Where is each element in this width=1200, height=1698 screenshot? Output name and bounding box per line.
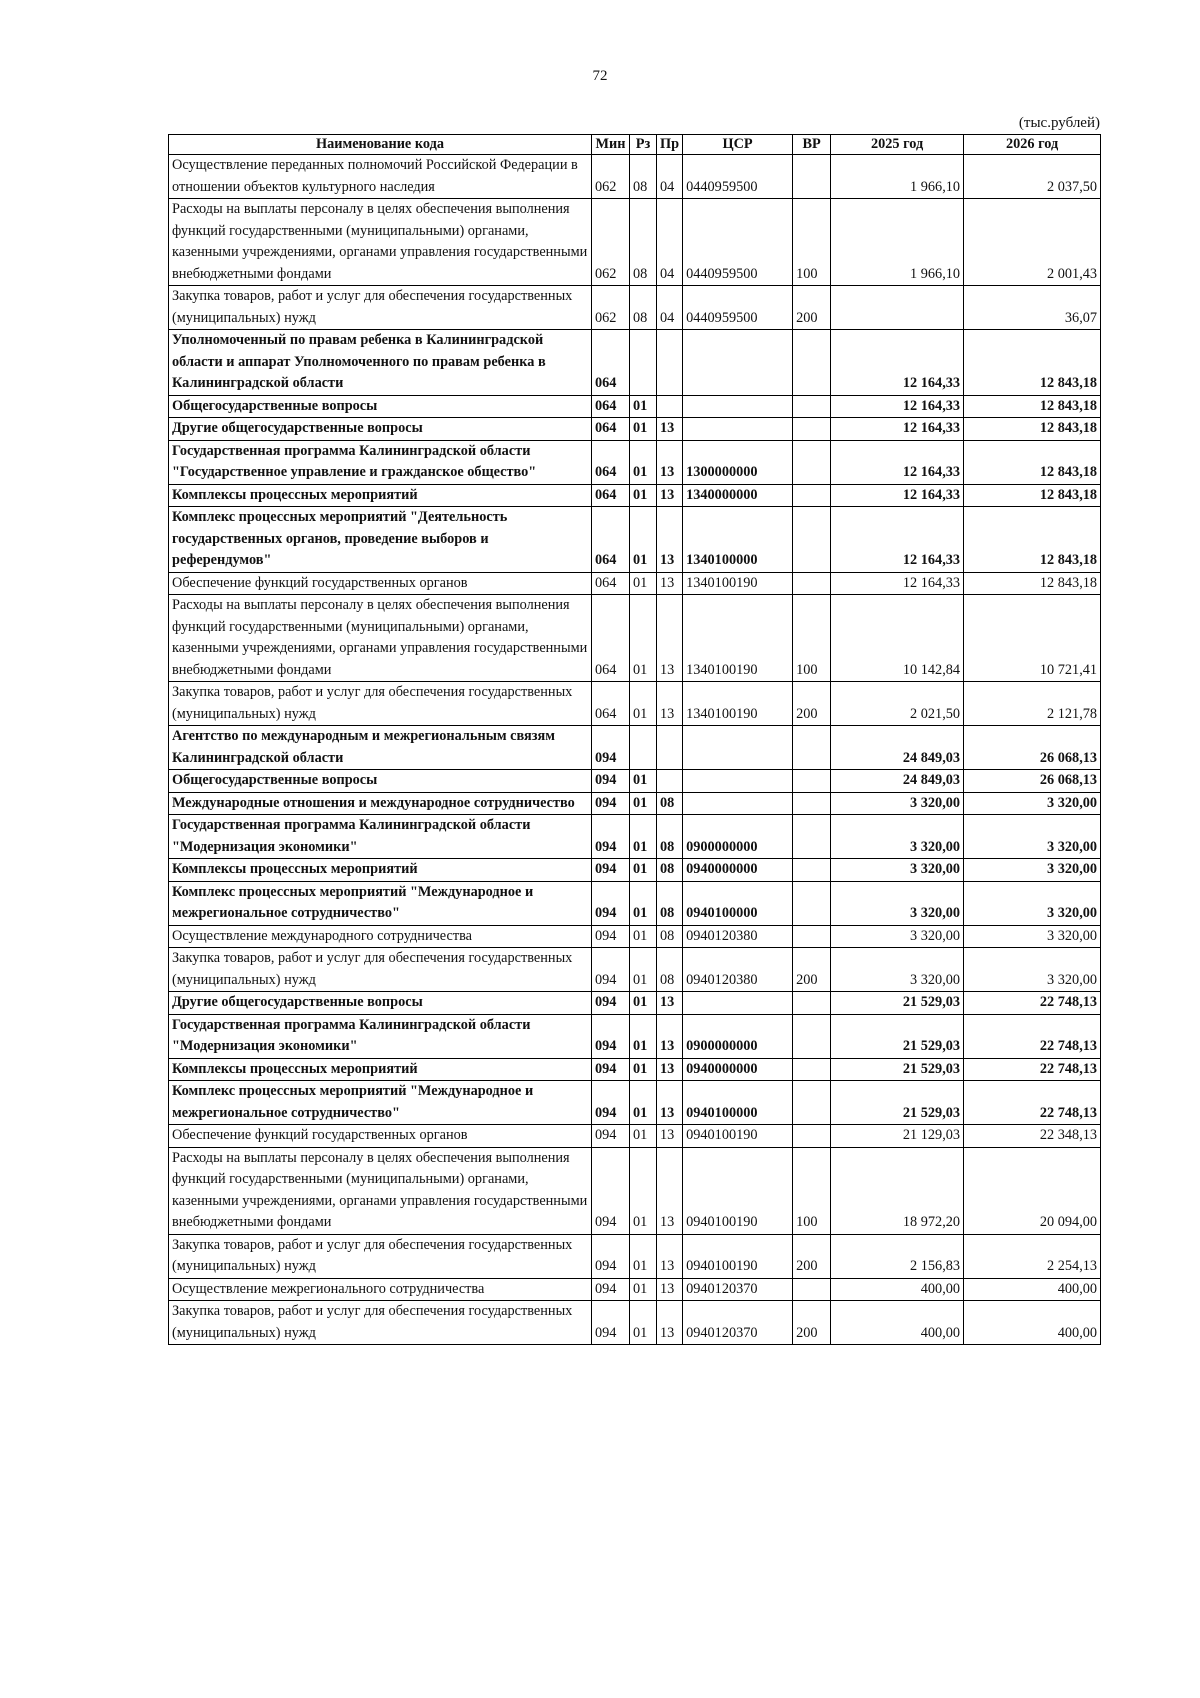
row-name: Государственная программа Калининградской области "Модернизация экономики" [169,1014,592,1058]
row-rz: 01 [630,395,657,418]
row-csr: 0940120380 [683,948,793,992]
budget-table [168,134,1101,1345]
row-vr [793,572,831,595]
row-value-2025: 3 320,00 [831,792,964,815]
row-pr [657,770,683,793]
row-value-2025: 3 320,00 [831,948,964,992]
row-min: 064 [592,418,630,441]
row-value-2025: 2 156,83 [831,1234,964,1278]
row-value-2025: 10 142,84 [831,595,964,682]
row-value-2026: 22 348,13 [964,1125,1101,1148]
table-row [169,1014,1101,1058]
row-value-2026: 12 843,18 [964,330,1101,396]
row-vr: 200 [793,286,831,330]
header-vr: ВР [793,135,831,155]
row-value-2026: 3 320,00 [964,925,1101,948]
row-vr [793,881,831,925]
row-vr [793,925,831,948]
row-vr: 100 [793,199,831,286]
row-rz: 01 [630,484,657,507]
row-rz: 08 [630,155,657,199]
row-vr: 200 [793,948,831,992]
row-name: Обеспечение функций государственных органов [169,1125,592,1148]
row-value-2025: 12 164,33 [831,440,964,484]
row-name: Комплекс процессных мероприятий "Международное и межрегиональное сотрудничество" [169,1081,592,1125]
row-value-2025: 2 021,50 [831,682,964,726]
row-vr [793,484,831,507]
row-name: Закупка товаров, работ и услуг для обеспечения государственных (муниципальных) нужд [169,948,592,992]
table-row [169,595,1101,682]
row-value-2026: 26 068,13 [964,726,1101,770]
table-row [169,1125,1101,1148]
row-rz: 01 [630,1278,657,1301]
row-pr [657,395,683,418]
row-name: Расходы на выплаты персоналу в целях обеспечения выполнения функций государственными (муниципальными) органами, казенными учреждениями, органами управления государственными внебюджетными фондами [169,199,592,286]
row-min: 094 [592,1081,630,1125]
row-rz: 01 [630,881,657,925]
row-rz: 01 [630,770,657,793]
row-vr [793,992,831,1015]
row-csr: 0940100190 [683,1147,793,1234]
row-value-2026: 22 748,13 [964,1081,1101,1125]
table-row [169,507,1101,573]
table-row [169,770,1101,793]
row-value-2026: 12 843,18 [964,418,1101,441]
table-row [169,1278,1101,1301]
row-vr: 100 [793,1147,831,1234]
row-pr: 13 [657,992,683,1015]
row-vr: 200 [793,682,831,726]
row-value-2026: 2 121,78 [964,682,1101,726]
row-value-2025: 12 164,33 [831,507,964,573]
row-min: 094 [592,859,630,882]
row-min: 062 [592,155,630,199]
row-min: 094 [592,1278,630,1301]
row-name: Государственная программа Калининградской области "Государственное управление и гражданское общество" [169,440,592,484]
row-csr: 0940100190 [683,1234,793,1278]
row-csr: 0940100000 [683,881,793,925]
row-rz: 01 [630,507,657,573]
row-rz: 01 [630,440,657,484]
row-rz: 01 [630,925,657,948]
table-row [169,330,1101,396]
table-row [169,1058,1101,1081]
row-vr: 200 [793,1301,831,1345]
row-min: 064 [592,330,630,396]
row-rz: 01 [630,859,657,882]
row-min: 094 [592,1147,630,1234]
row-rz: 01 [630,1301,657,1345]
table-body [169,155,1101,1345]
row-name: Комплексы процессных мероприятий [169,859,592,882]
row-vr [793,1014,831,1058]
table-row [169,992,1101,1015]
row-name: Комплексы процессных мероприятий [169,484,592,507]
row-value-2025: 12 164,33 [831,395,964,418]
row-value-2026: 3 320,00 [964,792,1101,815]
row-name: Комплекс процессных мероприятий "Деятельность государственных органов, проведение выборов и референдумов" [169,507,592,573]
row-vr [793,507,831,573]
row-pr: 08 [657,815,683,859]
row-vr [793,1125,831,1148]
row-pr: 13 [657,572,683,595]
row-name: Государственная программа Калининградской области "Модернизация экономики" [169,815,592,859]
row-csr: 0940100000 [683,1081,793,1125]
row-min: 094 [592,1014,630,1058]
row-csr [683,726,793,770]
row-vr [793,815,831,859]
row-min: 094 [592,1301,630,1345]
row-vr [793,155,831,199]
units-label: (тыс.рублей) [1018,115,1100,131]
page-number: 72 [592,68,608,84]
row-pr [657,726,683,770]
row-name: Осуществление международного сотрудничества [169,925,592,948]
row-csr: 0440959500 [683,155,793,199]
row-value-2026: 36,07 [964,286,1101,330]
row-pr: 08 [657,792,683,815]
row-min: 064 [592,682,630,726]
row-rz: 01 [630,1234,657,1278]
row-name: Закупка товаров, работ и услуг для обеспечения государственных (муниципальных) нужд [169,286,592,330]
row-rz: 01 [630,1081,657,1125]
row-value-2026: 3 320,00 [964,948,1101,992]
row-pr: 08 [657,859,683,882]
row-name: Осуществление переданных полномочий Российской Федерации в отношении объектов культурного наследия [169,155,592,199]
row-pr: 13 [657,1014,683,1058]
row-vr [793,395,831,418]
row-value-2026: 12 843,18 [964,484,1101,507]
row-name: Расходы на выплаты персоналу в целях обеспечения выполнения функций государственными (муниципальными) органами, казенными учреждениями, органами управления государственными внебюджетными фондами [169,595,592,682]
row-value-2025: 21 129,03 [831,1125,964,1148]
row-value-2026: 12 843,18 [964,507,1101,573]
row-value-2025: 12 164,33 [831,484,964,507]
row-min: 094 [592,925,630,948]
table-row [169,1081,1101,1125]
row-value-2025: 3 320,00 [831,881,964,925]
row-vr [793,330,831,396]
row-rz: 01 [630,1147,657,1234]
row-name: Международные отношения и международное сотрудничество [169,792,592,815]
header-min: Мин [592,135,630,155]
table-row [169,418,1101,441]
row-vr [793,440,831,484]
row-pr: 13 [657,418,683,441]
row-value-2025: 21 529,03 [831,1058,964,1081]
row-pr: 08 [657,925,683,948]
row-rz: 08 [630,286,657,330]
row-pr: 13 [657,1147,683,1234]
table-row [169,792,1101,815]
row-csr: 0940000000 [683,859,793,882]
row-name: Уполномоченный по правам ребенка в Калининградской области и аппарат Уполномоченного по правам ребенка в Калининградской области [169,330,592,396]
row-value-2025: 21 529,03 [831,992,964,1015]
row-value-2026: 3 320,00 [964,881,1101,925]
header-csr: ЦСР [683,135,793,155]
row-name: Осуществление межрегионального сотрудничества [169,1278,592,1301]
row-csr: 0440959500 [683,286,793,330]
row-rz: 01 [630,1125,657,1148]
row-rz: 01 [630,682,657,726]
row-rz: 01 [630,1014,657,1058]
row-min: 094 [592,770,630,793]
row-vr [793,418,831,441]
row-value-2025: 12 164,33 [831,572,964,595]
row-min: 064 [592,572,630,595]
row-value-2026: 2 001,43 [964,199,1101,286]
row-rz: 01 [630,792,657,815]
row-value-2026: 26 068,13 [964,770,1101,793]
row-rz: 08 [630,199,657,286]
row-min: 064 [592,595,630,682]
row-csr: 0940000000 [683,1058,793,1081]
row-name: Обеспечение функций государственных органов [169,572,592,595]
row-pr: 13 [657,484,683,507]
row-csr: 1340100000 [683,507,793,573]
row-pr: 04 [657,286,683,330]
row-pr: 13 [657,1058,683,1081]
row-csr: 0940120380 [683,925,793,948]
row-value-2025: 18 972,20 [831,1147,964,1234]
row-rz: 01 [630,572,657,595]
row-name: Закупка товаров, работ и услуг для обеспечения государственных (муниципальных) нужд [169,682,592,726]
row-pr: 13 [657,682,683,726]
row-rz: 01 [630,815,657,859]
row-pr: 04 [657,199,683,286]
table-row [169,155,1101,199]
row-vr: 200 [793,1234,831,1278]
row-pr: 13 [657,440,683,484]
row-value-2026: 22 748,13 [964,992,1101,1015]
row-vr [793,1058,831,1081]
table-row [169,1301,1101,1345]
table-row [169,484,1101,507]
row-min: 094 [592,948,630,992]
row-pr: 13 [657,1125,683,1148]
row-min: 094 [592,1125,630,1148]
table-row [169,440,1101,484]
row-value-2026: 2 037,50 [964,155,1101,199]
table-row [169,726,1101,770]
row-value-2025: 1 966,10 [831,199,964,286]
row-min: 094 [592,1234,630,1278]
table-row [169,1147,1101,1234]
row-value-2025: 3 320,00 [831,925,964,948]
row-value-2025: 12 164,33 [831,418,964,441]
row-vr [793,859,831,882]
row-value-2026: 12 843,18 [964,572,1101,595]
row-value-2026: 400,00 [964,1301,1101,1345]
row-value-2025: 24 849,03 [831,726,964,770]
row-pr: 08 [657,948,683,992]
row-vr: 100 [793,595,831,682]
row-pr: 04 [657,155,683,199]
row-vr [793,1081,831,1125]
table-header [169,135,1101,155]
row-name: Общегосударственные вопросы [169,395,592,418]
row-value-2025 [831,286,964,330]
table-row [169,881,1101,925]
row-rz: 01 [630,948,657,992]
row-value-2026: 400,00 [964,1278,1101,1301]
row-name: Комплексы процессных мероприятий [169,1058,592,1081]
row-value-2025: 3 320,00 [831,815,964,859]
row-rz: 01 [630,418,657,441]
table-row [169,1234,1101,1278]
table-row [169,859,1101,882]
row-min: 064 [592,484,630,507]
row-min: 094 [592,992,630,1015]
row-vr [793,1278,831,1301]
table-row [169,395,1101,418]
row-value-2026: 20 094,00 [964,1147,1101,1234]
row-min: 094 [592,1058,630,1081]
row-value-2026: 22 748,13 [964,1014,1101,1058]
row-min: 094 [592,792,630,815]
row-value-2026: 10 721,41 [964,595,1101,682]
row-csr [683,330,793,396]
row-pr: 13 [657,1234,683,1278]
row-csr [683,992,793,1015]
table-row [169,925,1101,948]
row-value-2026: 22 748,13 [964,1058,1101,1081]
row-value-2026: 3 320,00 [964,815,1101,859]
row-name: Закупка товаров, работ и услуг для обеспечения государственных (муниципальных) нужд [169,1301,592,1345]
row-rz: 01 [630,1058,657,1081]
row-csr: 1340000000 [683,484,793,507]
row-name: Другие общегосударственные вопросы [169,992,592,1015]
row-rz [630,726,657,770]
table-row [169,948,1101,992]
row-min: 094 [592,815,630,859]
row-csr: 0940120370 [683,1301,793,1345]
row-min: 094 [592,726,630,770]
row-csr: 1340100190 [683,595,793,682]
header-2026: 2026 год [964,135,1101,155]
header-2025: 2025 год [831,135,964,155]
row-value-2025: 24 849,03 [831,770,964,793]
row-min: 064 [592,507,630,573]
row-vr [793,726,831,770]
row-value-2026: 12 843,18 [964,440,1101,484]
row-name: Расходы на выплаты персоналу в целях обеспечения выполнения функций государственными (муниципальными) органами, казенными учреждениями, органами управления государственными внебюджетными фондами [169,1147,592,1234]
row-csr: 1340100190 [683,682,793,726]
row-vr [793,792,831,815]
table-row [169,199,1101,286]
row-pr [657,330,683,396]
row-name: Закупка товаров, работ и услуг для обеспечения государственных (муниципальных) нужд [169,1234,592,1278]
row-name: Агентство по международным и межрегиональным связям Калининградской области [169,726,592,770]
row-value-2026: 3 320,00 [964,859,1101,882]
row-csr: 0900000000 [683,1014,793,1058]
header-rz: Рз [630,135,657,155]
row-csr [683,395,793,418]
row-name: Комплекс процессных мероприятий "Международное и межрегиональное сотрудничество" [169,881,592,925]
row-value-2026: 12 843,18 [964,395,1101,418]
table-row [169,286,1101,330]
header-name: Наименование кода [169,135,592,155]
table-row [169,572,1101,595]
row-min: 062 [592,286,630,330]
table-row [169,682,1101,726]
row-csr: 0440959500 [683,199,793,286]
row-csr: 0940120370 [683,1278,793,1301]
row-csr: 1300000000 [683,440,793,484]
row-pr: 13 [657,1301,683,1345]
row-value-2025: 400,00 [831,1301,964,1345]
row-csr: 0900000000 [683,815,793,859]
row-vr [793,770,831,793]
row-pr: 13 [657,1278,683,1301]
row-min: 062 [592,199,630,286]
row-value-2025: 1 966,10 [831,155,964,199]
row-min: 064 [592,395,630,418]
row-csr [683,418,793,441]
row-value-2025: 21 529,03 [831,1081,964,1125]
row-name: Другие общегосударственные вопросы [169,418,592,441]
row-value-2025: 12 164,33 [831,330,964,396]
table-row [169,815,1101,859]
row-value-2025: 400,00 [831,1278,964,1301]
header-pr: Пр [657,135,683,155]
row-value-2025: 3 320,00 [831,859,964,882]
row-csr: 1340100190 [683,572,793,595]
row-csr [683,770,793,793]
row-rz: 01 [630,992,657,1015]
row-value-2026: 2 254,13 [964,1234,1101,1278]
row-value-2025: 21 529,03 [831,1014,964,1058]
row-pr: 13 [657,1081,683,1125]
row-min: 064 [592,440,630,484]
row-rz [630,330,657,396]
row-rz: 01 [630,595,657,682]
row-csr [683,792,793,815]
row-pr: 08 [657,881,683,925]
row-pr: 13 [657,507,683,573]
row-csr: 0940100190 [683,1125,793,1148]
row-min: 094 [592,881,630,925]
row-name: Общегосударственные вопросы [169,770,592,793]
row-pr: 13 [657,595,683,682]
